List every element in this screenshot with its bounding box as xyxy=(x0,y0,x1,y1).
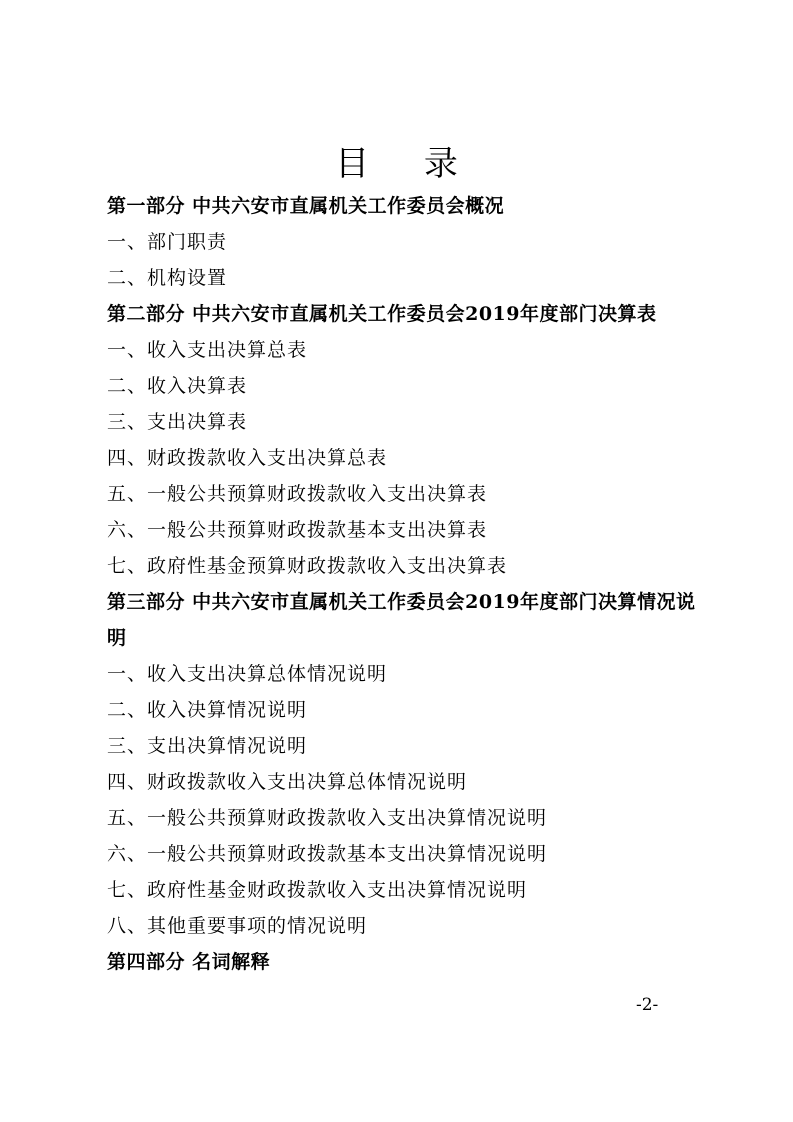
page-number: -2- xyxy=(636,995,659,1015)
toc-item: 二、收入决算情况说明 xyxy=(107,699,308,721)
toc-part-1: 第一部分 中共六安市直属机关工作委员会概况 xyxy=(107,195,505,217)
toc-item: 四、财政拨款收入支出决算总表 xyxy=(107,447,388,469)
toc-part-2: 第二部分 中共六安市直属机关工作委员会2019年度部门决算表 xyxy=(107,303,657,325)
toc-part-4: 第四部分 名词解释 xyxy=(107,951,271,973)
toc-item: 六、一般公共预算财政拨款基本支出决算表 xyxy=(107,519,488,541)
toc-item: 一、部门职责 xyxy=(107,231,228,253)
toc-item: 四、财政拨款收入支出决算总体情况说明 xyxy=(107,771,468,793)
toc-item: 三、支出决算情况说明 xyxy=(107,735,308,757)
toc-part-3: 第三部分 中共六安市直属机关工作委员会2019年度部门决算情况说明 xyxy=(107,591,696,649)
table-of-contents xyxy=(107,188,697,980)
toc-item: 六、一般公共预算财政拨款基本支出决算情况说明 xyxy=(107,843,548,865)
toc-item: 二、机构设置 xyxy=(107,267,228,289)
toc-item: 二、收入决算表 xyxy=(107,375,248,397)
toc-item: 七、政府性基金预算财政拨款收入支出决算表 xyxy=(107,555,508,577)
toc-item: 七、政府性基金财政拨款收入支出决算情况说明 xyxy=(107,879,528,901)
toc-item: 三、支出决算表 xyxy=(107,411,248,433)
toc-item: 五、一般公共预算财政拨款收入支出决算情况说明 xyxy=(107,807,548,829)
page-title: 目 录 xyxy=(335,144,480,184)
toc-item: 一、收入支出决算总表 xyxy=(107,339,308,361)
toc-item: 八、其他重要事项的情况说明 xyxy=(107,915,368,937)
toc-item: 一、收入支出决算总体情况说明 xyxy=(107,663,388,685)
toc-item: 五、一般公共预算财政拨款收入支出决算表 xyxy=(107,483,488,505)
